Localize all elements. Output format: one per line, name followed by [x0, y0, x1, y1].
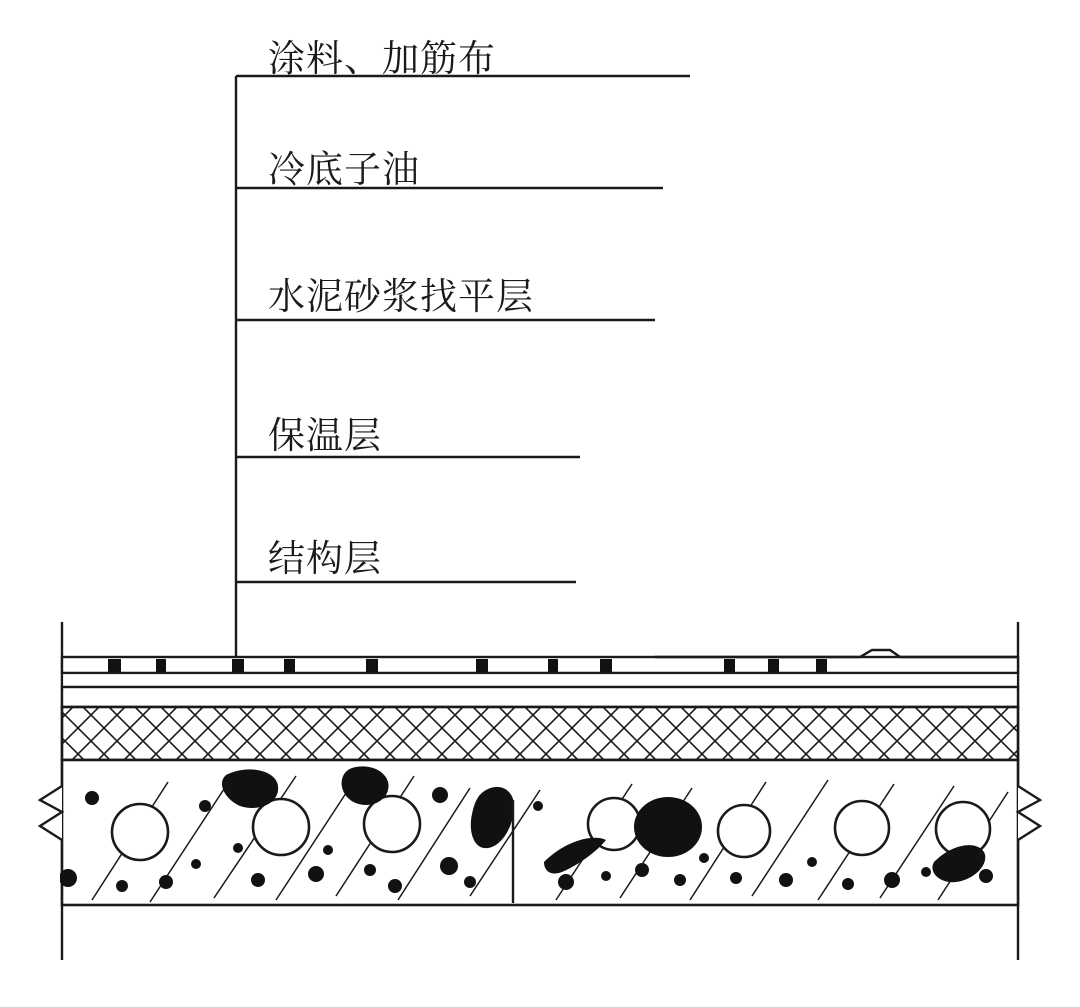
coating-layer-group: [62, 650, 1018, 673]
label-insulation: 保温层: [268, 416, 382, 457]
structure-layer-group: [40, 760, 1040, 905]
primer-layer-group: [62, 673, 1018, 687]
insulation-layer-group: [62, 707, 1018, 760]
coating-overlap-detail: [655, 650, 1018, 657]
right-break-symbol: [1018, 786, 1040, 840]
label-primer: 冷底子油: [268, 150, 420, 191]
coating-layer-band: [62, 657, 1018, 673]
insulation-layer-band: [62, 707, 1018, 760]
mortar-layer-band: [62, 687, 1018, 707]
left-break-symbol: [40, 786, 62, 840]
mortar-leveling-layer-group: [62, 687, 1018, 707]
primer-layer-band: [62, 673, 1018, 687]
label-leveling: 水泥砂浆找平层: [268, 277, 534, 318]
label-coating: 涂料、加筋布: [268, 39, 496, 80]
label-structure: 结构层: [268, 539, 382, 580]
